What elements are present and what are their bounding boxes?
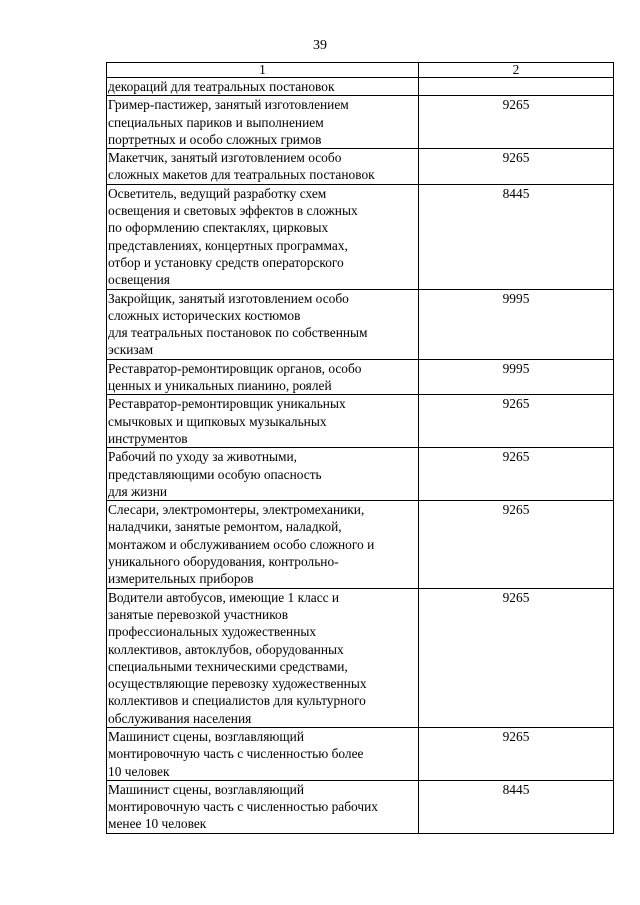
occupation-text-line: 10 человек	[108, 763, 170, 779]
occupation-text-line: сложных макетов для театральных постановок	[108, 167, 375, 183]
occupation-text-line: Макетчик, занятый изготовлением особо	[108, 150, 342, 166]
occupation-text-line: эскизам	[108, 342, 154, 358]
table-row	[107, 78, 614, 96]
occupation-text-line: портретных и особо сложных гримов	[108, 131, 322, 147]
occupation-cell	[107, 359, 419, 395]
occupation-text-line: коллективов, автоклубов, оборудованных	[108, 641, 344, 657]
table-row	[107, 289, 614, 359]
occupation-text-line: занятые перевозкой участников	[108, 606, 289, 622]
occupation-text-line: ценных и уникальных пианино, роялей	[108, 378, 332, 394]
rate-value-cell: 9995	[419, 359, 614, 395]
occupation-text-line: Закройщик, занятый изготовлением особо	[108, 290, 349, 306]
occupation-text-line: монтировочную часть с численностью более	[108, 746, 364, 762]
occupation-text-line: Машинист сцены, возглавляющий	[108, 781, 305, 797]
occupation-text-line: менее 10 человек	[108, 816, 207, 832]
occupation-cell	[107, 448, 419, 501]
occupation-text-line: обслуживания населения	[108, 710, 252, 726]
occupation-text-line: смычковых и щипковых музыкальных	[108, 413, 327, 429]
occupation-cell	[107, 501, 419, 588]
occupation-text-line: Слесари, электромонтеры, электромеханики,	[108, 502, 365, 518]
column-header-2: 2	[419, 63, 614, 78]
table-row	[107, 184, 614, 289]
occupation-text-line: инструментов	[108, 430, 188, 446]
occupation-text-line: отбор и установку средств операторского	[108, 254, 344, 270]
occupation-text-line: представлениях, концертных программах,	[108, 237, 348, 253]
occupation-text-line: для жизни	[108, 483, 168, 499]
occupation-text-line: освещения	[108, 272, 170, 288]
column-header-1: 1	[107, 63, 419, 78]
rate-value-cell: 8445	[419, 780, 614, 833]
occupation-text-line: Осветитель, ведущий разработку схем	[108, 185, 327, 201]
rate-value-cell: 9265	[419, 448, 614, 501]
occupation-cell	[107, 780, 419, 833]
table-row	[107, 149, 614, 185]
occupation-text-line: сложных исторических костюмов	[108, 307, 301, 323]
occupation-cell	[107, 727, 419, 780]
occupation-cell	[107, 184, 419, 289]
occupation-text-line: Реставратор-ремонтировщик уникальных	[108, 396, 346, 412]
rates-table	[106, 62, 614, 834]
occupation-text-line: специальных париков и выполнением	[108, 114, 324, 130]
rate-value-cell: 9265	[419, 588, 614, 727]
occupation-text-line: монтажом и обслуживанием особо сложного и	[108, 536, 375, 552]
occupation-text-line: Рабочий по уходу за животными,	[108, 449, 297, 465]
rate-value-cell: 9265	[419, 96, 614, 149]
occupation-text-line: для театральных постановок по собственным	[108, 325, 368, 341]
occupation-text-line: профессиональных художественных	[108, 624, 317, 640]
rate-value-cell: 8445	[419, 184, 614, 289]
table-row	[107, 727, 614, 780]
rate-value-cell: 9265	[419, 149, 614, 185]
table-row	[107, 96, 614, 149]
occupation-cell	[107, 395, 419, 448]
occupation-text-line: уникального оборудования, контрольно-	[108, 554, 339, 570]
table-body	[107, 63, 614, 834]
occupation-cell	[107, 149, 419, 185]
rate-value-cell: 9265	[419, 501, 614, 588]
occupation-cell	[107, 96, 419, 149]
occupation-text-line: Гример-пастижер, занятый изготовлением	[108, 97, 349, 113]
occupation-text-line: наладчики, занятые ремонтом, наладкой,	[108, 519, 342, 535]
table-row	[107, 395, 614, 448]
table-row	[107, 780, 614, 833]
page-number: 39	[313, 38, 327, 53]
occupation-text-line: монтировочную часть с численностью рабочих	[108, 799, 378, 815]
occupation-text-line: Водители автобусов, имеющие 1 класс и	[108, 589, 340, 605]
occupation-text-line: специальными техническими средствами,	[108, 658, 348, 674]
table-row	[107, 448, 614, 501]
occupation-text-line: осуществляющие перевозку художественных	[108, 676, 367, 692]
rate-value-cell: 9265	[419, 727, 614, 780]
table-header-row	[107, 63, 614, 78]
occupation-text-line: измерительных приборов	[108, 571, 254, 587]
table-row	[107, 501, 614, 588]
occupation-text-line: Машинист сцены, возглавляющий	[108, 728, 305, 744]
occupation-text-line: представляющими особую опасность	[108, 466, 322, 482]
table-row	[107, 588, 614, 727]
occupation-text-line: коллективов и специалистов для культурного	[108, 693, 366, 709]
occupation-text-line: Реставратор-ремонтировщик органов, особо	[108, 360, 362, 376]
table-row	[107, 359, 614, 395]
occupation-text-line: декораций для театральных постановок	[108, 79, 335, 94]
occupation-cell	[107, 588, 419, 727]
rate-value-cell	[419, 78, 614, 96]
rate-value-cell: 9265	[419, 395, 614, 448]
occupation-text-line: по оформлению спектаклях, цирковых	[108, 220, 329, 236]
rate-value-cell: 9995	[419, 289, 614, 359]
occupation-text-line: освещения и световых эффектов в сложных	[108, 203, 358, 219]
occupation-cell	[107, 289, 419, 359]
occupation-cell	[107, 78, 419, 96]
